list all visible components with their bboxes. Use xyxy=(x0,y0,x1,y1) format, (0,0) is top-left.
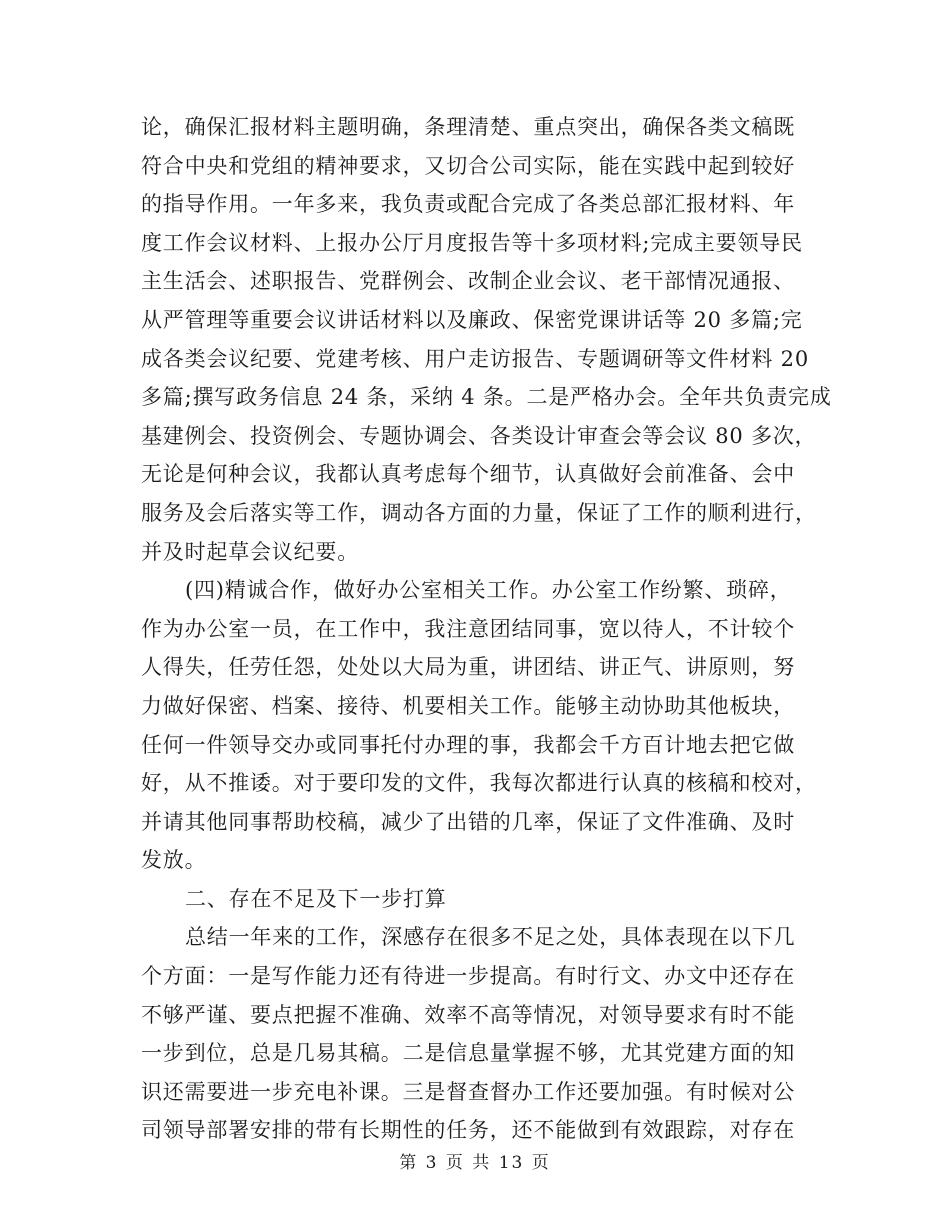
text-line: 一步到位，总是几易其稿。二是信息量掌握不够，尤其党建方面的知 xyxy=(141,1041,795,1066)
paragraph-start-line: 总结一年来的工作，深感存在很多不足之处，具体表现在以下几 xyxy=(185,925,796,950)
text-line: 无论是何种会议，我都认真考虑每个细节，认真做好会前准备、会中 xyxy=(141,462,795,487)
text-line: 任何一件领导交办或同事托付办理的事，我都会千方百计地去把它做 xyxy=(141,732,795,757)
text-line: 司领导部署安排的带有长期性的任务，还不能做到有效跟踪，对存在 xyxy=(141,1118,795,1143)
text-line: 力做好保密、档案、接待、机要相关工作。能够主动协助其他板块， xyxy=(141,693,795,718)
body-text xyxy=(141,108,832,1150)
text-line: 从严管理等重要会议讲话材料以及廉政、保密党课讲话等 20 多篇;完 xyxy=(141,307,803,332)
text-line: 度工作会议材料、上报办公厅月度报告等十多项材料;完成主要领导民 xyxy=(141,230,803,255)
text-line: 基建例会、投资例会、专题协调会、各类设计审查会等会议 80 多次， xyxy=(141,423,817,448)
text-line: 识还需要进一步充电补课。三是督查督办工作还要加强。有时候对公 xyxy=(141,1079,795,1104)
section-heading: 二、存在不足及下一步打算 xyxy=(185,886,447,911)
text-line: 好，从不推诿。对于要印发的文件，我每次都进行认真的核稿和校对， xyxy=(141,771,817,796)
text-line: 多篇;撰写政务信息 24 条，采纳 4 条。二是严格办会。全年共负责完成 xyxy=(141,385,832,410)
text-line: 发放。 xyxy=(141,848,207,873)
text-line: 成各类会议纪要、党建考核、用户走访报告、专题调研等文件材料 20 xyxy=(141,346,809,371)
paragraph-start-line: (四)精诚合作，做好办公室相关工作。办公室工作纷繁、琐碎， xyxy=(185,578,792,603)
text-line: 不够严谨、要点把握不准确、效率不高等情况，对领导要求有时不能 xyxy=(141,1002,795,1027)
text-line: 符合中央和党组的精神要求，又切合公司实际，能在实践中起到较好 xyxy=(141,153,795,178)
text-line: 作为办公室一员，在工作中，我注意团结同事，宽以待人，不计较个 xyxy=(141,616,795,641)
text-line: 并及时起草会议纪要。 xyxy=(141,539,359,564)
text-line: 主生活会、述职报告、党群例会、改制企业会议、老干部情况通报、 xyxy=(141,269,795,294)
text-line: 并请其他同事帮助校稿，减少了出错的几率，保证了文件准确、及时 xyxy=(141,809,795,834)
text-line: 人得失，任劳任怨，处处以大局为重，讲团结、讲正气、讲原则，努 xyxy=(141,655,795,680)
text-line: 个方面：一是写作能力还有待进一步提高。有时行文、办文中还存在 xyxy=(141,964,795,989)
text-line: 论，确保汇报材料主题明确，条理清楚、重点突出，确保各类文稿既 xyxy=(141,115,795,139)
text-line: 服务及会后落实等工作，调动各方面的力量，保证了工作的顺利进行， xyxy=(141,500,817,525)
text-line: 的指导作用。一年多来，我负责或配合完成了各类总部汇报材料、年 xyxy=(141,192,795,217)
page-footer: 第 3 页 共 13 页 xyxy=(399,1153,551,1173)
